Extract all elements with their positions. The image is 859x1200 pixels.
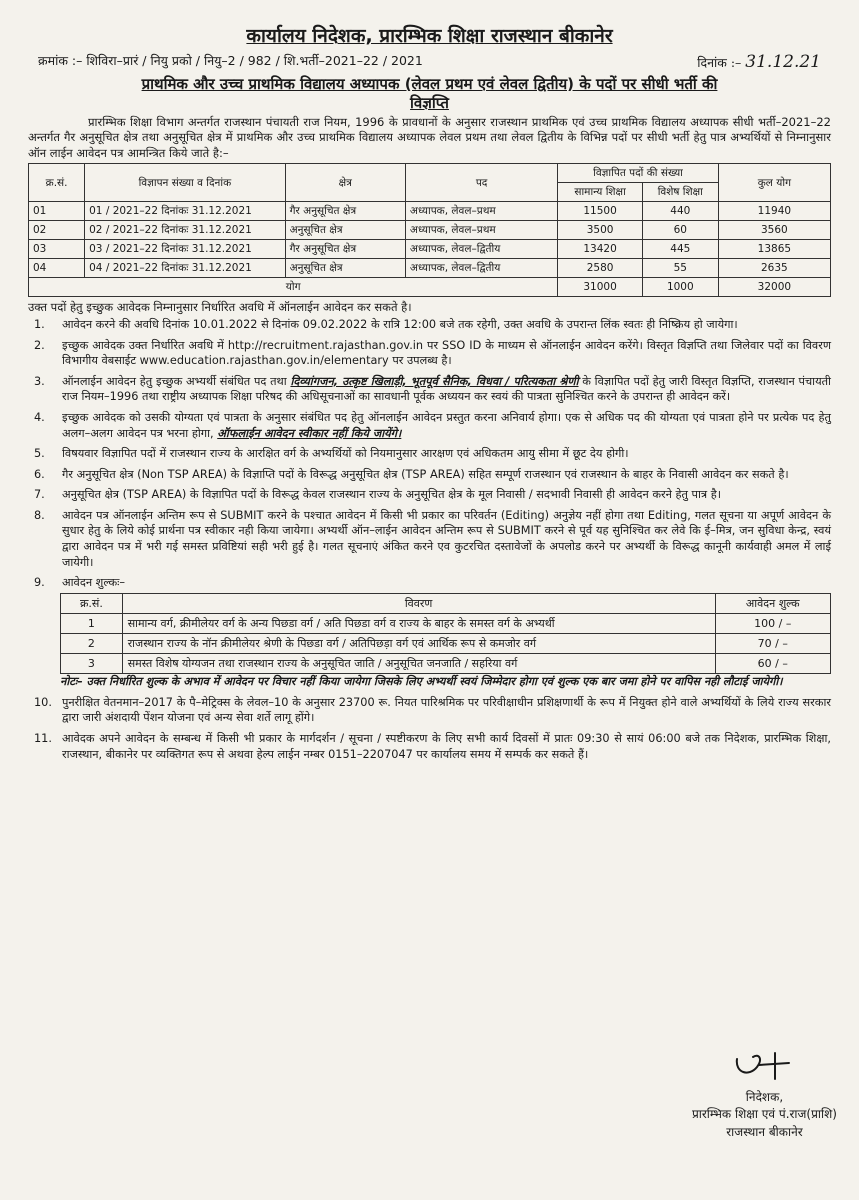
signature-mark-icon [729, 1045, 799, 1085]
list-item [28, 695, 831, 726]
item-text: इच्छुक आवेदक उक्त निर्धारित अवधि में http://recruitment.rajasthan.gov.in पर SSO ID के माध्यम से ऑनलाईन आवेदन करेंगे। विस्तृत विज्ञप्ति तथा जिलेवार पदों का विवरण विभागीय वेबसाईट www.education.rajasthan.gov.in/elementary पर उपलब्ध है। [62, 338, 831, 368]
fee-header-fee: आवेदन शुल्क [715, 593, 830, 613]
date-label: दिनांक :– [697, 55, 742, 70]
item-emphasis: दिव्यांगजन, उत्कृष्ट खिलाड़ी, भूतपूर्व सैनिक, विधवा / परित्यकता श्रेणी [290, 374, 579, 388]
item-text: विषयवार विज्ञापित पदों में राजस्थान राज्य के आरक्षित वर्ग के अभ्यर्थियों को नियमानुसार आरक्षण एवं अधिकतम आयु सीमा में छूट देय होगी। [62, 447, 629, 461]
notice-title [28, 75, 831, 113]
fee-cell-fee: 100 / – [715, 613, 830, 633]
signatory-department: प्रारम्भिक शिक्षा एवं पं.राज(प्राशि) [691, 1107, 837, 1122]
apply-intro: उक्त पदों हेतु इच्छुक आवेदक निम्नानुसार निर्धारित अवधि में ऑनलाईन आवेदन कर सकते है। [28, 300, 412, 315]
fee-cell-sno: 3 [61, 653, 123, 673]
fee-cell-desc: सामान्य वर्ग, क्रीमीलेयर वर्ग के अन्य पिछडा वर्ग / अति पिछडा वर्ग व राज्य के बाहर के समस्त वर्ग के अभ्यर्थी [122, 613, 715, 633]
date-block [697, 52, 821, 72]
office-heading: कार्यालय निदेशक, प्रारम्भिक शिक्षा राजस्थान बीकानेर [246, 25, 613, 47]
fee-header-row [61, 593, 831, 613]
fee-cell-fee: 60 / – [715, 653, 830, 673]
vacancy-table [28, 163, 831, 297]
item-number: 2. [34, 338, 45, 352]
item-number: 8. [34, 508, 45, 522]
item-number: 3. [34, 374, 45, 388]
signatory-location: राजस्थान बीकानेर [726, 1124, 803, 1139]
table-row [61, 633, 831, 653]
header-post: पद [405, 164, 557, 202]
cell-special: 440 [642, 202, 718, 221]
cell-special: 55 [642, 259, 718, 278]
item-text-part: इच्छुक आवेदक को उसकी योग्यता एवं पात्रता के अनुसार संबंधित पद हेतु ऑनलाईन आवेदन प्रस्तुत करना अनिवार्य होगा। एक से अधिक पद की योग्यता एवं पात्रता होने पर प्रत्येक पद हेतु अलग–अलग आवेदन पत्र भरना होगा, [62, 410, 831, 440]
signature-block [692, 1045, 837, 1141]
cell-sno: 01 [29, 202, 85, 221]
list-item [28, 446, 831, 462]
fee-note: नोटः– उक्त निर्धारित शुल्क के अभाव में आवेदन पर विचार नहीं किया जायेगा जिसके लिए अभ्यर्थी स्वयं जिम्मेदार होगा एवं शुल्क एक बार जमा होने पर वापिस नही लौटाई जायेगी। [60, 674, 783, 688]
cell-area: गैर अनुसूचित क्षेत्र [285, 240, 405, 259]
item-text [62, 410, 831, 441]
fee-header-sno: क्र.सं. [61, 593, 123, 613]
intro-paragraph: प्रारम्भिक शिक्षा विभाग अन्तर्गत राजस्थान पंचायती राज नियम, 1996 के प्रावधानों के अनुसार राजस्थान प्राथमिक एवं उच्च प्राथमिक विद्यालय अध्यापक सीधी भर्ती–2021–22 अन्तर्गत गैर अनुसूचित क्षेत्र तथा अनुसूचित क्षेत्र में प्राथमिक और उच्च प्राथमिक विद्यालय अध्यापक लेवल प्रथम तथा लेवल द्वितीय के विभिन्न पदों पर सीधी भर्ती हेतु पात्र अभ्यर्थियों से निम्नानुसार ऑन लाईन आवेदन पत्र आमन्त्रित किये जाते है:– [28, 114, 831, 160]
cell-post: अध्यापक, लेवल–द्वितीय [405, 240, 557, 259]
item-number: 11. [34, 731, 52, 745]
cell-area: गैर अनुसूचित क्षेत्र [285, 202, 405, 221]
list-item [28, 508, 831, 570]
list-item [28, 410, 831, 441]
list-item [28, 487, 831, 503]
table-row [29, 221, 831, 240]
cell-adv: 04 / 2021–22 दिनांकः 31.12.2021 [85, 259, 286, 278]
table-row [61, 653, 831, 673]
header-special: विशेष शिक्षा [642, 183, 718, 202]
item-text-part: ऑनलाईन आवेदन हेतु इच्छुक अभ्यर्थी संबंधित पद तथा [62, 374, 291, 388]
item-text: गैर अनुसूचित क्षेत्र (Non TSP AREA) के विज्ञाप्ति पदों के विरूद्ध अनुसूचित क्षेत्र (TSP AREA) सहित सम्पूर्ण राजस्थान एवं राजस्थान के बाहर के निवासी आवेदन कर सकते है। [62, 467, 789, 481]
sum-special: 1000 [642, 278, 718, 297]
cell-total: 3560 [718, 221, 830, 240]
reference-line [38, 52, 821, 72]
sum-total: 32000 [718, 278, 830, 297]
cell-general: 11500 [558, 202, 643, 221]
sum-general: 31000 [558, 278, 643, 297]
item-number: 10. [34, 695, 52, 709]
table-row [29, 259, 831, 278]
item-text-part: के विज्ञापित पदों हेतु जारी विस्तृत विज्ञप्ति, राजस्थान पंचायती राज नियम–1996 तथा राष्ट्रीय अध्यापक शिक्षा परिषद की अधिसूचनाओं का सावधानी पूर्वक अध्ययन कर स्वयं की पात्रता सुनिश्चित करने के उपरान्त ही आवेदन करें। [62, 374, 831, 404]
cell-adv: 01 / 2021–22 दिनांकः 31.12.2021 [85, 202, 286, 221]
header-posts-count: विज्ञापित पदों की संख्या [558, 164, 718, 183]
header-general: सामान्य शिक्षा [558, 183, 643, 202]
list-item [28, 317, 831, 333]
cell-special: 60 [642, 221, 718, 240]
item-text: आवेदन करने की अवधि दिनांक 10.01.2022 से दिनांक 09.02.2022 के रात्रि 12:00 बजे तक रहेगी, उक्त अवधि के उपरान्त लिंक स्वतः ही निष्क्रिय हो जायेगा। [62, 318, 738, 332]
fee-header-desc: विवरण [122, 593, 715, 613]
fee-cell-desc: राजस्थान राज्य के नॉन क्रीमीलेयर श्रेणी के पिछडा वर्ग / अतिपिछड़ा वर्ग एवं आर्थिक रूप से कमजोर वर्ग [122, 633, 715, 653]
item-text [62, 374, 831, 405]
fee-table [60, 593, 831, 674]
header-adv: विज्ञापन संख्या व दिनांक [85, 164, 286, 202]
fee-cell-sno: 1 [61, 613, 123, 633]
fee-cell-sno: 2 [61, 633, 123, 653]
item-number: 1. [34, 318, 45, 332]
item-text: आवेदन पत्र ऑनलाईन अन्तिम रूप से SUBMIT करने के पश्चात आवेदन में किसी भी प्रकार का परिवर्तन (Editing) अनुज्ञेय नहीं होगा तथा Editing, गलत सूचना या अपूर्ण आवेदन के सुधार हेतु के लिये कोई प्रार्थना पत्र स्वीकार नही किया जायेगा। अभ्यर्थी ऑन–लाईन आवेदन अन्तिम रूप से SUBMIT करने से पूर्व यह सुनिश्चित कर लेवे कि ई–मित्र, जन सुविधा केन्द्र, स्वयं द्वारा आवेदन पत्र में भरी गई समस्त प्रविष्टियां सही भरी हुई है। गलत सूचनाएं अंकित करने एव कुटरचित दस्तावेजों के अपलोड करने पर अभ्यर्थी के विरूद्ध कानूनी कार्यवाही अमल में लाई जायेगी। [62, 508, 831, 569]
fee-cell-desc: समस्त विशेष योग्यजन तथा राजस्थान राज्य के अनुसूचित जाति / अनुसूचित जनजाति / सहरिया वर्ग [122, 653, 715, 673]
item-text: आवेदक अपने आवेदन के सम्बन्ध में किसी भी प्रकार के मार्गदर्शन / सूचना / स्पष्टीकरण के लिए सभी कार्य दिवसों में प्रातः 09:30 से सायं 06:00 बजे तक निदेशक, प्रारम्भिक शिक्षा, राजस्थान, बीकानेर पर व्यक्तिगत रूप से अथवा हेल्प लाईन नम्बर 0151–2207047 पर कार्यालय समय में सम्पर्क कर सकते हैं। [62, 731, 831, 761]
sum-label: योग [29, 278, 558, 297]
item-number: 5. [34, 447, 45, 461]
header-area: क्षेत्र [285, 164, 405, 202]
reference-number: क्रमांक :– शिविरा–प्रारं / नियु प्रको / नियु–2 / 982 / शि.भर्ती–2021–22 / 2021 [38, 53, 423, 68]
cell-total: 11940 [718, 202, 830, 221]
signatory-title: निदेशक, [745, 1090, 784, 1104]
item-number: 6. [34, 467, 45, 481]
header-sno: क्र.सं. [29, 164, 85, 202]
cell-special: 445 [642, 240, 718, 259]
sum-row [29, 278, 831, 297]
cell-total: 13865 [718, 240, 830, 259]
list-item [28, 338, 831, 369]
cell-sno: 03 [29, 240, 85, 259]
list-item [28, 374, 831, 405]
cell-post: अध्यापक, लेवल–प्रथम [405, 202, 557, 221]
cell-area: अनुसूचित क्षेत्र [285, 259, 405, 278]
cell-area: अनुसूचित क्षेत्र [285, 221, 405, 240]
cell-sno: 02 [29, 221, 85, 240]
cell-post: अध्यापक, लेवल–प्रथम [405, 221, 557, 240]
cell-post: अध्यापक, लेवल–द्वितीय [405, 259, 557, 278]
cell-adv: 02 / 2021–22 दिनांकः 31.12.2021 [85, 221, 286, 240]
title-line-2: विज्ञप्ति [410, 93, 449, 112]
list-item [28, 467, 831, 483]
item-emphasis: ऑफलाईन आवेदन स्वीकार नहीं किये जायेंगे। [217, 426, 402, 440]
item-number: 9. [34, 576, 45, 590]
vacancy-header-row-1 [29, 164, 831, 183]
cell-general: 2580 [558, 259, 643, 278]
cell-general: 13420 [558, 240, 643, 259]
header-total: कुल योग [718, 164, 830, 202]
item-number: 4. [34, 410, 45, 424]
cell-adv: 03 / 2021–22 दिनांकः 31.12.2021 [85, 240, 286, 259]
list-item [28, 575, 831, 591]
table-row [29, 202, 831, 221]
item-text: अनुसूचित क्षेत्र (TSP AREA) के विज्ञापित पदों के विरूद्ध केवल राजस्थान राज्य के अनुसूचित क्षेत्र के मूल निवासी / सदभावी निवासी ही आवेदन करने हेतु पात्र है। [62, 488, 721, 502]
date-value: 31.12.21 [745, 52, 821, 72]
fee-cell-fee: 70 / – [715, 633, 830, 653]
cell-total: 2635 [718, 259, 830, 278]
item-number: 7. [34, 488, 45, 502]
list-item [28, 731, 831, 762]
table-row [61, 613, 831, 633]
cell-sno: 04 [29, 259, 85, 278]
cell-general: 3500 [558, 221, 643, 240]
item-text: पुनरीक्षित वेतनमान–2017 के पै–मेट्रिक्स के लेवल–10 के अनुसार 23700 रू. नियत पारिश्रमिक पर परिवीक्षाधीन प्रशिक्षणार्थी के रूप में नियुक्त होने वाले अभ्यर्थियों के लिये राज्य सरकार द्वारा जारी अंशदायी पेंशन योजना एवं अन्य सेवा शर्ते लागू होंगे। [62, 695, 831, 725]
table-row [29, 240, 831, 259]
title-line-1: प्राथमिक और उच्च प्राथमिक विद्यालय अध्यापक (लेवल प्रथम एवं लेवल द्वितीय) के पदों पर सीधी भर्ती की [141, 75, 718, 93]
item-text: आवेदन शुल्कः– [62, 576, 126, 590]
